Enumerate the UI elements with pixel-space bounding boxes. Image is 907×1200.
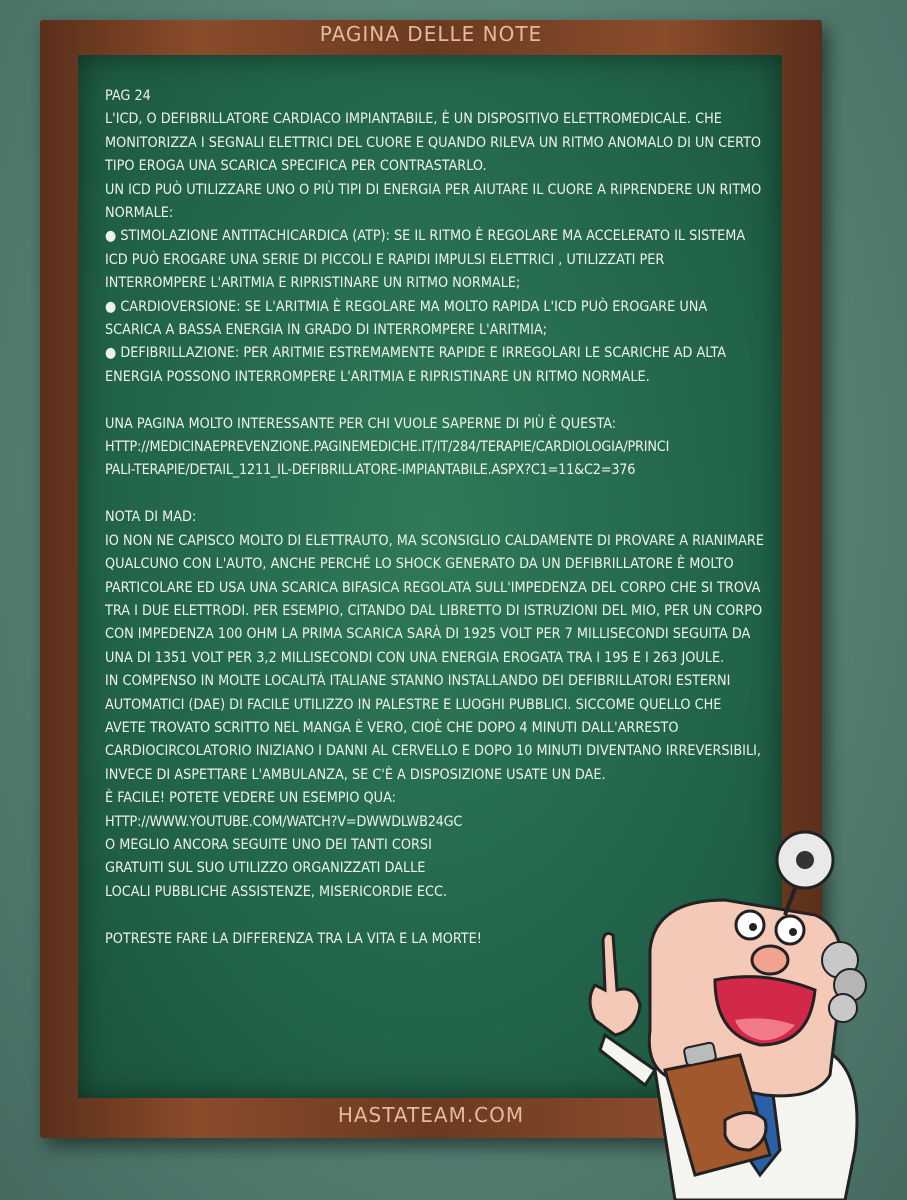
courses-line-3: LOCALI PUBBLICHE ASSISTENZE, MISERICORDIE ECC.	[105, 883, 448, 900]
mad-note-body: IO NON NE CAPISCO MOLTO DI ELETTRAUTO, MA SCONSIGLIO CALDAMENTE DI PROVARE A RIANIMARE QUALCUNO CON L'AUTO, ANCHE PERCHÉ LO SHOCK GENERATO DA UN DEFIBRILLATORE È MOLTO PARTICOLARE ED USA UNA SCARICA BIFASICA REGOLATA SULL'IMPEDENZA DEL CORPO CHE SI TROVA TRA I DUE ELETTRODI. PER ESEMPIO, CITANDO DAL LIBRETTO DI ISTRUZIONI DEL MIO, PER UN CORPO CON IMPEDENZA 100 OHM LA PRIMA SCARICA SARÀ DI 1925 VOLT PER 7 MILLISECONDI SEGUITA DA UNA DI 1351 VOLT PER 3,2 MILLISECONDI CON UNA ENERGIA EROGATA TRA I 195 E I 263 JOULE.	[105, 532, 764, 666]
intro-paragraph: L'ICD, O DEFIBRILLATORE CARDIACO IMPIANTABILE, È UN DISPOSITIVO ELETTROMEDICALE. CHE MONITORIZZA I SEGNALI ELETTRICI DEL CUORE E QUANDO RILEVA UN RITMO ANOMALO DI UN CERTO TIPO EROGA UNA SCARICA SPECIFICA PER CONTRASTARLO.	[105, 111, 762, 175]
head-mirror-icon	[777, 832, 833, 915]
bullet-defibrillation: ● DEFIBRILLAZIONE: PER ARITMIE ESTREMAMENTE RAPIDE E IRREGOLARI LE SCARICHE AD ALTA ENERGIA POSSONO INTERROMPERE L'ARITMIA E RIPRISTINARE UN RITMO NORMALE.	[105, 342, 765, 389]
link-url-line-1: HTTP://MEDICINAEPREVENZIONE.PAGINEMEDICHE.IT/IT/284/TERAPIE/CARDIOLOGIA/PRINCI	[105, 439, 670, 456]
site-signature: HASTATEAM.COM	[337, 1103, 525, 1127]
easy-line: È FACILE! POTETE VEDERE UN ESEMPIO QUA:	[105, 790, 396, 807]
bullet-cardioversion: ● CARDIOVERSIONE: SE L'ARITMIA È REGOLARE MA MOLTO RAPIDA L'ICD PUÒ EROGARE UNA SCARICA A BASSA ENERGIA IN GRADO DI INTERROMPERE L'ARITMIA;	[105, 296, 765, 343]
closing-line: POTRESTE FARE LA DIFFERENZA TRA LA VITA E LA MORTE!	[105, 930, 482, 947]
mad-note-body-2: IN COMPENSO IN MOLTE LOCALITÀ ITALIANE STANNO INSTALLANDO DEI DEFIBRILLATORI ESTERNI AUTOMATICI (DAE) DI FACILE UTILIZZO IN PALESTRE E LUOGHI PUBBLICI. SICCOME QUELLO CHE AVETE TROVATO SCRITTO NEL MANGA È VERO, CIOÈ CHE DOPO 4 MINUTI DALL'ARRESTO CARDIOCIRCOLATORIO INIZIANO I DANNI AL CERVELLO E DOPO 10 MINUTI DIVENTANO IRREVERSIBILI, INVECE DI ASPETTARE L'AMBULANZA, SE C'È A DISPOSIZIONE USATE UN DAE.	[105, 673, 761, 783]
youtube-link: HTTP://WWW.YOUTUBE.COM/WATCH?V=DWWDLWB24GC	[105, 813, 463, 830]
page-title: PAGINA DELLE NOTE	[319, 22, 543, 46]
link-url-line-2: PALI-TERAPIE/DETAIL_1211_IL-DEFIBRILLATORE-IMPIANTABILE.ASPX?C1=11&C2=376	[105, 462, 636, 479]
mad-note-title: NOTA DI MAD:	[105, 509, 197, 526]
types-intro: UN ICD PUÒ UTILIZZARE UNO O PIÙ TIPI DI ENERGIA PER AIUTARE IL CUORE A RIPRENDERE UN RITMO NORMALE:	[105, 181, 762, 222]
doctor-illustration	[565, 820, 907, 1200]
courses-line-1: O MEGLIO ANCORA SEGUITE UNO DEI TANTI CORSI	[105, 836, 432, 853]
bullet-atp: ● STIMOLAZIONE ANTITACHICARDICA (ATP): SE IL RITMO È REGOLARE MA ACCELERATO IL SISTEMA ICD PUÒ EROGARE UNA SERIE DI PICCOLI E RAPIDI IMPULSI ELETTRICI , UTILIZZATI PER INTERROMPERE L'ARITMIA E RIPRISTINARE UN RITMO NORMALE;	[105, 225, 765, 295]
link-intro: UNA PAGINA MOLTO INTERESSANTE PER CHI VUOLE SAPERNE DI PIÙ È QUESTA:	[105, 415, 617, 432]
courses-line-2: GRATUITI SUL SUO UTILIZZO ORGANIZZATI DALLE	[105, 860, 426, 877]
page-number: PAG 24	[105, 88, 151, 104]
